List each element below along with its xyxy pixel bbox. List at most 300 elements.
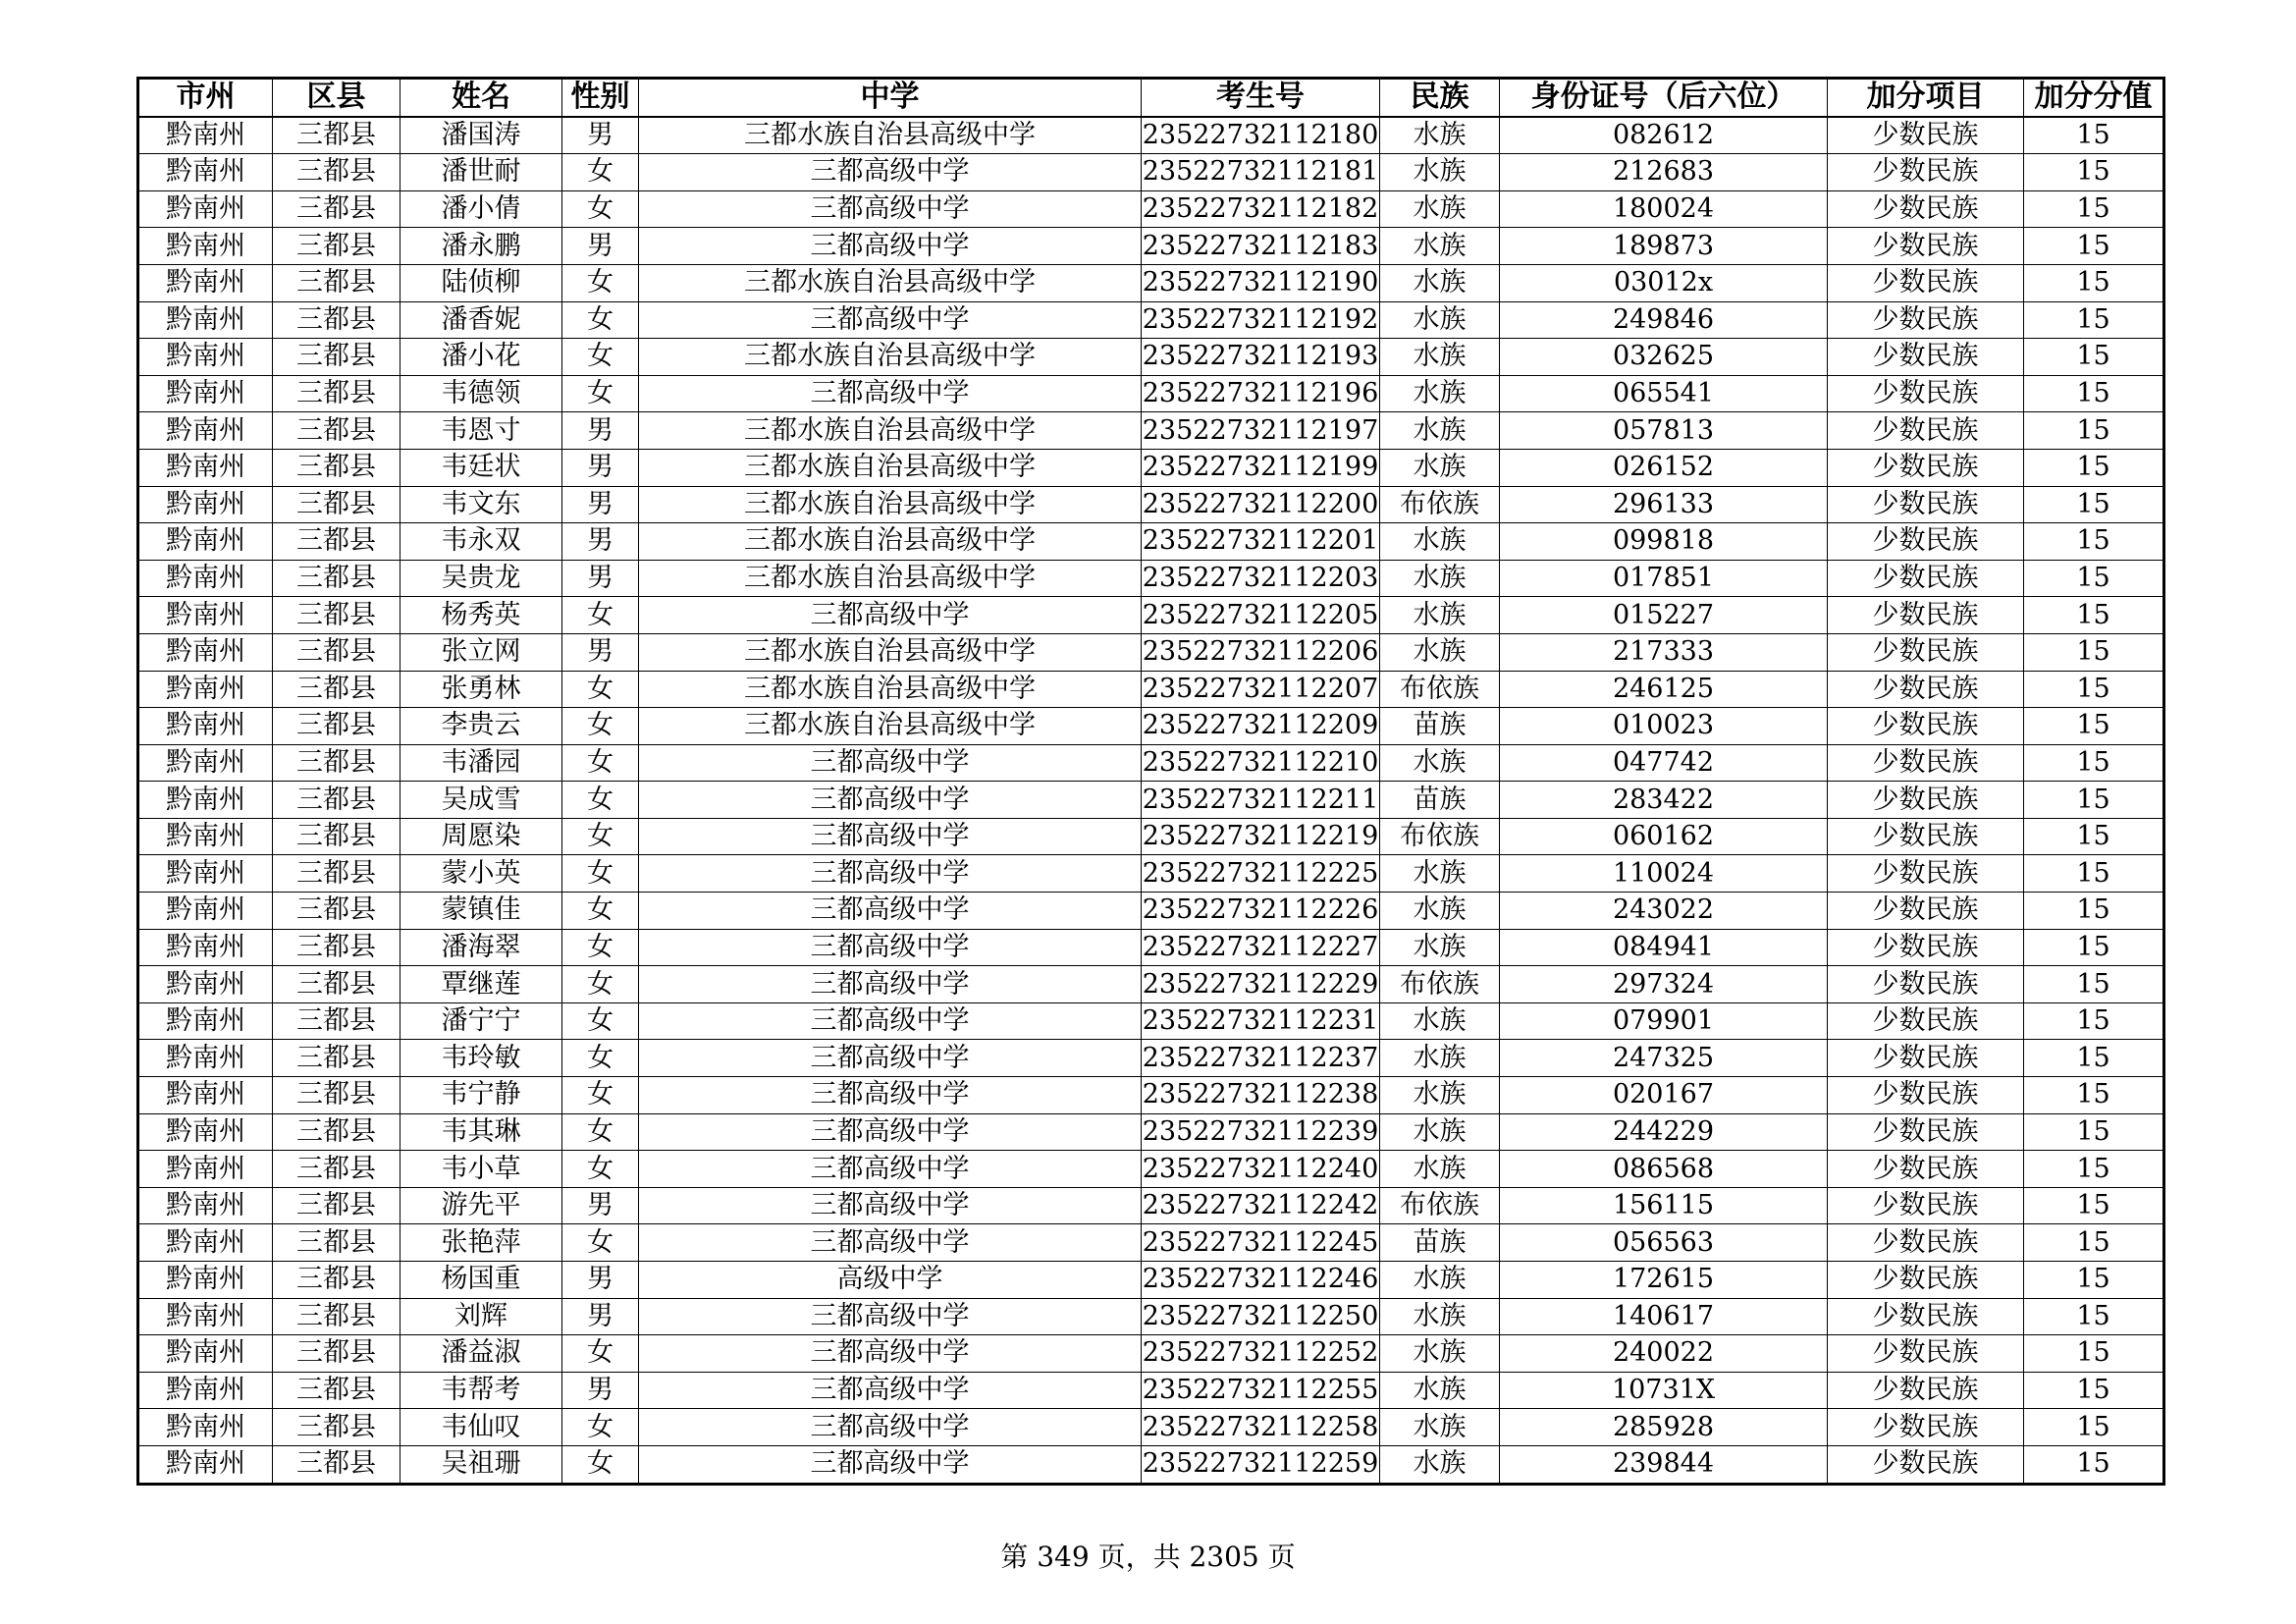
cell-id-last6: 140617 (1500, 1298, 1828, 1335)
cell-bonus-value: 15 (2024, 412, 2164, 450)
cell-ethnicity: 水族 (1380, 560, 1500, 597)
cell-school: 三都高级中学 (639, 1372, 1142, 1409)
cell-id-last6: 010023 (1500, 708, 1828, 745)
cell-id-last6: 189873 (1500, 228, 1828, 265)
cell-school: 三都高级中学 (639, 1002, 1142, 1040)
table-row (138, 301, 2164, 339)
cell-city: 黔南州 (138, 597, 273, 634)
cell-ethnicity: 水族 (1380, 893, 1500, 930)
cell-city: 黔南州 (138, 1335, 273, 1373)
cell-bonus-value: 15 (2024, 1335, 2164, 1373)
cell-county: 三都县 (273, 893, 400, 930)
cell-exam-id: 23522732112180 (1142, 117, 1380, 154)
cell-bonus-item: 少数民族 (1828, 375, 2024, 412)
cell-bonus-item: 少数民族 (1828, 818, 2024, 855)
cell-bonus-value: 15 (2024, 190, 2164, 228)
cell-gender: 女 (562, 154, 639, 191)
cell-bonus-item: 少数民族 (1828, 1372, 2024, 1409)
cell-bonus-value: 15 (2024, 375, 2164, 412)
cell-school: 三都水族自治县高级中学 (639, 708, 1142, 745)
cell-exam-id: 23522732112258 (1142, 1409, 1380, 1446)
cell-city: 黔南州 (138, 1409, 273, 1446)
cell-city: 黔南州 (138, 1077, 273, 1114)
cell-county: 三都县 (273, 117, 400, 154)
cell-school: 三都高级中学 (639, 818, 1142, 855)
cell-name: 张勇林 (400, 671, 562, 708)
table-row (138, 523, 2164, 561)
cell-gender: 男 (562, 560, 639, 597)
cell-city: 黔南州 (138, 486, 273, 523)
cell-county: 三都县 (273, 375, 400, 412)
cell-gender: 男 (562, 228, 639, 265)
table-row (138, 449, 2164, 486)
cell-exam-id: 23522732112201 (1142, 523, 1380, 561)
cell-bonus-value: 15 (2024, 818, 2164, 855)
cell-gender: 女 (562, 339, 639, 376)
cell-gender: 男 (562, 412, 639, 450)
cell-ethnicity: 水族 (1380, 523, 1500, 561)
cell-bonus-value: 15 (2024, 1445, 2164, 1484)
cell-name: 潘世耐 (400, 154, 562, 191)
cell-id-last6: 020167 (1500, 1077, 1828, 1114)
cell-ethnicity: 苗族 (1380, 782, 1500, 819)
cell-city: 黔南州 (138, 339, 273, 376)
table-row (138, 1224, 2164, 1262)
cell-ethnicity: 水族 (1380, 412, 1500, 450)
table-row (138, 966, 2164, 1003)
cell-gender: 男 (562, 633, 639, 671)
cell-exam-id: 23522732112211 (1142, 782, 1380, 819)
table-row (138, 264, 2164, 301)
table-row (138, 1113, 2164, 1151)
cell-school: 三都高级中学 (639, 782, 1142, 819)
cell-gender: 女 (562, 893, 639, 930)
cell-exam-id: 23522732112237 (1142, 1040, 1380, 1077)
table-row (138, 560, 2164, 597)
cell-name: 韦德领 (400, 375, 562, 412)
col-header-name: 姓名 (400, 79, 562, 117)
cell-id-last6: 10731X (1500, 1372, 1828, 1409)
cell-school: 三都高级中学 (639, 1298, 1142, 1335)
cell-county: 三都县 (273, 228, 400, 265)
cell-bonus-value: 15 (2024, 117, 2164, 154)
cell-gender: 女 (562, 929, 639, 966)
cell-ethnicity: 水族 (1380, 744, 1500, 782)
cell-id-last6: 212683 (1500, 154, 1828, 191)
cell-school: 高级中学 (639, 1262, 1142, 1299)
cell-name: 吴成雪 (400, 782, 562, 819)
cell-county: 三都县 (273, 1002, 400, 1040)
cell-ethnicity: 水族 (1380, 190, 1500, 228)
cell-bonus-value: 15 (2024, 264, 2164, 301)
cell-name: 潘永鹏 (400, 228, 562, 265)
cell-school: 三都高级中学 (639, 1187, 1142, 1224)
cell-ethnicity: 布依族 (1380, 818, 1500, 855)
cell-gender: 女 (562, 1335, 639, 1373)
cell-gender: 男 (562, 1262, 639, 1299)
table-row (138, 818, 2164, 855)
col-header-county: 区县 (273, 79, 400, 117)
cell-school: 三都高级中学 (639, 1335, 1142, 1373)
cell-bonus-value: 15 (2024, 1224, 2164, 1262)
cell-name: 韦廷状 (400, 449, 562, 486)
cell-county: 三都县 (273, 264, 400, 301)
cell-bonus-value: 15 (2024, 1077, 2164, 1114)
cell-county: 三都县 (273, 966, 400, 1003)
cell-ethnicity: 水族 (1380, 633, 1500, 671)
cell-exam-id: 23522732112210 (1142, 744, 1380, 782)
cell-gender: 女 (562, 855, 639, 893)
table-row (138, 633, 2164, 671)
cell-name: 韦恩寸 (400, 412, 562, 450)
cell-name: 张立网 (400, 633, 562, 671)
cell-county: 三都县 (273, 597, 400, 634)
cell-ethnicity: 水族 (1380, 449, 1500, 486)
cell-county: 三都县 (273, 1298, 400, 1335)
cell-county: 三都县 (273, 1187, 400, 1224)
cell-bonus-value: 15 (2024, 633, 2164, 671)
table-row (138, 1151, 2164, 1188)
table-row (138, 154, 2164, 191)
cell-gender: 女 (562, 190, 639, 228)
cell-gender: 女 (562, 966, 639, 1003)
cell-school: 三都高级中学 (639, 228, 1142, 265)
cell-name: 覃继莲 (400, 966, 562, 1003)
cell-id-last6: 057813 (1500, 412, 1828, 450)
cell-city: 黔南州 (138, 190, 273, 228)
cell-bonus-item: 少数民族 (1828, 1224, 2024, 1262)
cell-bonus-item: 少数民族 (1828, 671, 2024, 708)
cell-school: 三都高级中学 (639, 1113, 1142, 1151)
cell-name: 潘香妮 (400, 301, 562, 339)
cell-bonus-item: 少数民族 (1828, 449, 2024, 486)
cell-id-last6: 047742 (1500, 744, 1828, 782)
table-row (138, 339, 2164, 376)
cell-school: 三都高级中学 (639, 1151, 1142, 1188)
cell-bonus-value: 15 (2024, 966, 2164, 1003)
col-header-city: 市州 (138, 79, 273, 117)
cell-city: 黔南州 (138, 1445, 273, 1484)
cell-exam-id: 23522732112205 (1142, 597, 1380, 634)
cell-exam-id: 23522732112190 (1142, 264, 1380, 301)
cell-bonus-item: 少数民族 (1828, 301, 2024, 339)
cell-exam-id: 23522732112197 (1142, 412, 1380, 450)
cell-bonus-item: 少数民族 (1828, 190, 2024, 228)
cell-gender: 女 (562, 1002, 639, 1040)
cell-city: 黔南州 (138, 412, 273, 450)
cell-id-last6: 086568 (1500, 1151, 1828, 1188)
table-row (138, 708, 2164, 745)
cell-county: 三都县 (273, 1040, 400, 1077)
cell-id-last6: 247325 (1500, 1040, 1828, 1077)
cell-bonus-value: 15 (2024, 597, 2164, 634)
table-row (138, 412, 2164, 450)
table-body (138, 117, 2164, 1484)
cell-bonus-item: 少数民族 (1828, 486, 2024, 523)
cell-city: 黔南州 (138, 1372, 273, 1409)
cell-gender: 男 (562, 1187, 639, 1224)
cell-county: 三都县 (273, 1151, 400, 1188)
table-row (138, 1445, 2164, 1484)
cell-exam-id: 23522732112200 (1142, 486, 1380, 523)
cell-school: 三都水族自治县高级中学 (639, 486, 1142, 523)
cell-gender: 女 (562, 1445, 639, 1484)
cell-city: 黔南州 (138, 375, 273, 412)
cell-gender: 女 (562, 301, 639, 339)
cell-id-last6: 243022 (1500, 893, 1828, 930)
cell-id-last6: 172615 (1500, 1262, 1828, 1299)
cell-school: 三都高级中学 (639, 375, 1142, 412)
cell-bonus-value: 15 (2024, 1040, 2164, 1077)
cell-bonus-value: 15 (2024, 228, 2164, 265)
cell-exam-id: 23522732112183 (1142, 228, 1380, 265)
cell-school: 三都高级中学 (639, 855, 1142, 893)
cell-city: 黔南州 (138, 966, 273, 1003)
cell-county: 三都县 (273, 1113, 400, 1151)
table-row (138, 744, 2164, 782)
cell-county: 三都县 (273, 301, 400, 339)
table-row (138, 1372, 2164, 1409)
col-header-exam-id: 考生号 (1142, 79, 1380, 117)
cell-gender: 女 (562, 671, 639, 708)
cell-gender: 男 (562, 486, 639, 523)
cell-name: 张艳萍 (400, 1224, 562, 1262)
cell-bonus-item: 少数民族 (1828, 523, 2024, 561)
cell-gender: 女 (562, 744, 639, 782)
cell-ethnicity: 水族 (1380, 1151, 1500, 1188)
cell-bonus-item: 少数民族 (1828, 1113, 2024, 1151)
cell-school: 三都水族自治县高级中学 (639, 671, 1142, 708)
cell-ethnicity: 水族 (1380, 1372, 1500, 1409)
cell-exam-id: 23522732112207 (1142, 671, 1380, 708)
cell-gender: 女 (562, 782, 639, 819)
cell-ethnicity: 水族 (1380, 1298, 1500, 1335)
cell-county: 三都县 (273, 1445, 400, 1484)
cell-bonus-value: 15 (2024, 154, 2164, 191)
cell-exam-id: 23522732112181 (1142, 154, 1380, 191)
table-row (138, 486, 2164, 523)
cell-city: 黔南州 (138, 1187, 273, 1224)
cell-ethnicity: 水族 (1380, 1335, 1500, 1373)
col-header-school: 中学 (639, 79, 1142, 117)
cell-exam-id: 23522732112182 (1142, 190, 1380, 228)
cell-id-last6: 079901 (1500, 1002, 1828, 1040)
cell-name: 潘益淑 (400, 1335, 562, 1373)
cell-city: 黔南州 (138, 449, 273, 486)
cell-id-last6: 032625 (1500, 339, 1828, 376)
cell-school: 三都水族自治县高级中学 (639, 633, 1142, 671)
cell-county: 三都县 (273, 708, 400, 745)
cell-county: 三都县 (273, 1409, 400, 1446)
cell-bonus-item: 少数民族 (1828, 708, 2024, 745)
cell-exam-id: 23522732112252 (1142, 1335, 1380, 1373)
cell-name: 游先平 (400, 1187, 562, 1224)
cell-bonus-value: 15 (2024, 486, 2164, 523)
cell-school: 三都高级中学 (639, 1077, 1142, 1114)
cell-ethnicity: 水族 (1380, 1262, 1500, 1299)
cell-name: 李贵云 (400, 708, 562, 745)
cell-bonus-value: 15 (2024, 449, 2164, 486)
cell-ethnicity: 水族 (1380, 1409, 1500, 1446)
cell-bonus-value: 15 (2024, 855, 2164, 893)
cell-ethnicity: 水族 (1380, 1113, 1500, 1151)
cell-school: 三都高级中学 (639, 301, 1142, 339)
cell-bonus-item: 少数民族 (1828, 929, 2024, 966)
cell-exam-id: 23522732112255 (1142, 1372, 1380, 1409)
cell-bonus-value: 15 (2024, 1187, 2164, 1224)
cell-ethnicity: 水族 (1380, 301, 1500, 339)
cell-city: 黔南州 (138, 117, 273, 154)
cell-gender: 女 (562, 375, 639, 412)
cell-name: 蒙镇佳 (400, 893, 562, 930)
cell-city: 黔南州 (138, 228, 273, 265)
cell-exam-id: 23522732112259 (1142, 1445, 1380, 1484)
cell-school: 三都高级中学 (639, 1040, 1142, 1077)
cell-school: 三都高级中学 (639, 966, 1142, 1003)
cell-ethnicity: 水族 (1380, 929, 1500, 966)
cell-city: 黔南州 (138, 1262, 273, 1299)
cell-id-last6: 03012x (1500, 264, 1828, 301)
cell-ethnicity: 水族 (1380, 117, 1500, 154)
table-row (138, 190, 2164, 228)
cell-bonus-item: 少数民族 (1828, 893, 2024, 930)
cell-id-last6: 285928 (1500, 1409, 1828, 1446)
cell-exam-id: 23522732112240 (1142, 1151, 1380, 1188)
cell-gender: 女 (562, 708, 639, 745)
cell-exam-id: 23522732112226 (1142, 893, 1380, 930)
cell-gender: 女 (562, 818, 639, 855)
cell-bonus-item: 少数民族 (1828, 1040, 2024, 1077)
cell-ethnicity: 水族 (1380, 1040, 1500, 1077)
cell-county: 三都县 (273, 818, 400, 855)
cell-school: 三都高级中学 (639, 1409, 1142, 1446)
cell-bonus-value: 15 (2024, 782, 2164, 819)
cell-city: 黔南州 (138, 523, 273, 561)
cell-name: 潘国涛 (400, 117, 562, 154)
cell-county: 三都县 (273, 633, 400, 671)
cell-gender: 女 (562, 1409, 639, 1446)
cell-bonus-item: 少数民族 (1828, 560, 2024, 597)
table-row (138, 1002, 2164, 1040)
cell-id-last6: 283422 (1500, 782, 1828, 819)
cell-gender: 女 (562, 1077, 639, 1114)
cell-city: 黔南州 (138, 1002, 273, 1040)
cell-city: 黔南州 (138, 708, 273, 745)
cell-school: 三都水族自治县高级中学 (639, 264, 1142, 301)
cell-school: 三都高级中学 (639, 190, 1142, 228)
cell-city: 黔南州 (138, 264, 273, 301)
cell-exam-id: 23522732112206 (1142, 633, 1380, 671)
cell-city: 黔南州 (138, 1298, 273, 1335)
cell-name: 韦帮考 (400, 1372, 562, 1409)
cell-city: 黔南州 (138, 855, 273, 893)
cell-exam-id: 23522732112196 (1142, 375, 1380, 412)
cell-ethnicity: 苗族 (1380, 708, 1500, 745)
cell-school: 三都高级中学 (639, 597, 1142, 634)
cell-bonus-item: 少数民族 (1828, 1335, 2024, 1373)
cell-name: 潘宁宁 (400, 1002, 562, 1040)
cell-id-last6: 246125 (1500, 671, 1828, 708)
cell-gender: 男 (562, 1298, 639, 1335)
cell-bonus-item: 少数民族 (1828, 633, 2024, 671)
cell-id-last6: 060162 (1500, 818, 1828, 855)
cell-bonus-value: 15 (2024, 523, 2164, 561)
cell-bonus-item: 少数民族 (1828, 117, 2024, 154)
cell-county: 三都县 (273, 1335, 400, 1373)
cell-gender: 女 (562, 1151, 639, 1188)
cell-exam-id: 23522732112250 (1142, 1298, 1380, 1335)
cell-gender: 男 (562, 117, 639, 154)
cell-exam-id: 23522732112225 (1142, 855, 1380, 893)
table-row (138, 893, 2164, 930)
cell-bonus-value: 15 (2024, 671, 2164, 708)
cell-id-last6: 240022 (1500, 1335, 1828, 1373)
cell-exam-id: 23522732112227 (1142, 929, 1380, 966)
cell-name: 潘海翠 (400, 929, 562, 966)
cell-school: 三都水族自治县高级中学 (639, 339, 1142, 376)
table-row (138, 1298, 2164, 1335)
header-row (138, 79, 2164, 117)
cell-bonus-item: 少数民族 (1828, 1187, 2024, 1224)
cell-exam-id: 23522732112246 (1142, 1262, 1380, 1299)
cell-gender: 男 (562, 449, 639, 486)
cell-city: 黔南州 (138, 560, 273, 597)
cell-city: 黔南州 (138, 633, 273, 671)
table-row (138, 228, 2164, 265)
cell-id-last6: 156115 (1500, 1187, 1828, 1224)
cell-ethnicity: 布依族 (1380, 671, 1500, 708)
cell-name: 蒙小英 (400, 855, 562, 893)
cell-ethnicity: 水族 (1380, 375, 1500, 412)
cell-id-last6: 110024 (1500, 855, 1828, 893)
col-header-gender: 性别 (562, 79, 639, 117)
table-row (138, 671, 2164, 708)
cell-bonus-value: 15 (2024, 1372, 2164, 1409)
cell-id-last6: 239844 (1500, 1445, 1828, 1484)
cell-bonus-value: 15 (2024, 1262, 2164, 1299)
cell-ethnicity: 水族 (1380, 855, 1500, 893)
cell-name: 吴贵龙 (400, 560, 562, 597)
table-row (138, 1077, 2164, 1114)
cell-ethnicity: 布依族 (1380, 966, 1500, 1003)
cell-county: 三都县 (273, 1262, 400, 1299)
cell-name: 陆侦柳 (400, 264, 562, 301)
table-row (138, 929, 2164, 966)
cell-school: 三都水族自治县高级中学 (639, 523, 1142, 561)
cell-id-last6: 244229 (1500, 1113, 1828, 1151)
cell-bonus-value: 15 (2024, 1151, 2164, 1188)
cell-county: 三都县 (273, 1372, 400, 1409)
cell-school: 三都水族自治县高级中学 (639, 412, 1142, 450)
cell-gender: 女 (562, 1113, 639, 1151)
cell-bonus-value: 15 (2024, 560, 2164, 597)
cell-bonus-item: 少数民族 (1828, 1298, 2024, 1335)
cell-county: 三都县 (273, 782, 400, 819)
cell-school: 三都水族自治县高级中学 (639, 449, 1142, 486)
cell-gender: 女 (562, 1040, 639, 1077)
cell-id-last6: 297324 (1500, 966, 1828, 1003)
cell-exam-id: 23522732112219 (1142, 818, 1380, 855)
cell-exam-id: 23522732112199 (1142, 449, 1380, 486)
cell-bonus-item: 少数民族 (1828, 264, 2024, 301)
cell-city: 黔南州 (138, 1224, 273, 1262)
cell-name: 韦潘园 (400, 744, 562, 782)
cell-bonus-value: 15 (2024, 893, 2164, 930)
cell-city: 黔南州 (138, 1151, 273, 1188)
cell-school: 三都水族自治县高级中学 (639, 560, 1142, 597)
cell-name: 杨国重 (400, 1262, 562, 1299)
cell-id-last6: 084941 (1500, 929, 1828, 966)
